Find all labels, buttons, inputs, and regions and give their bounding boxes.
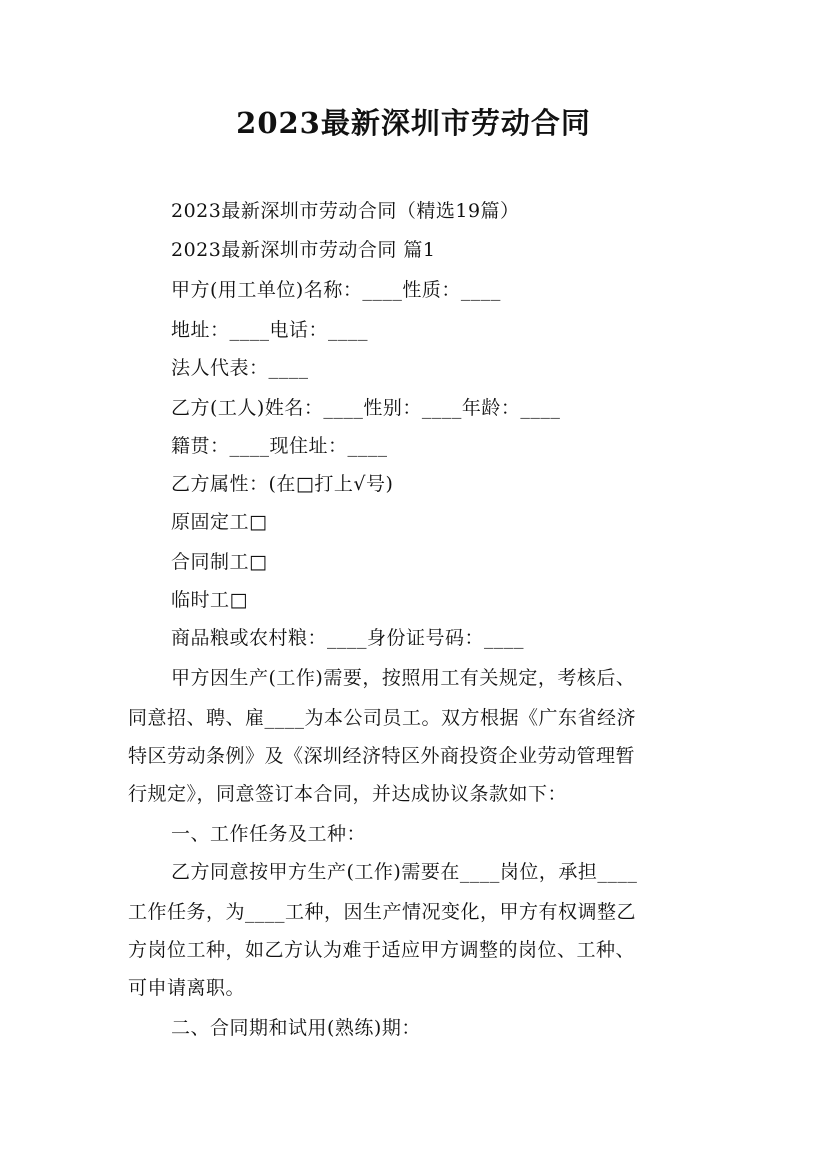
party-b-name-line: 乙方(工人)姓名：____性别：____年龄：____ <box>171 397 561 419</box>
paragraph-1-line-4: 行规定》，同意签订本合同，并达成协议条款如下： <box>128 783 568 805</box>
paragraph-1-line-2: 同意招、聘、雇____为本公司员工。双方根据《广东省经济 <box>128 707 637 729</box>
permanent-worker-line: 原固定工□ <box>171 511 268 533</box>
paragraph-1-line-3: 特区劳动条例》及《深圳经济特区外商投资企业劳动管理暂 <box>128 745 636 767</box>
legal-representative-line: 法人代表：____ <box>171 357 309 379</box>
subtitle-line: 2023最新深圳市劳动合同（精选19篇） <box>171 200 520 222</box>
contract-worker-line: 合同制工□ <box>171 551 268 573</box>
chapter-line: 2023最新深圳市劳动合同 篇1 <box>171 239 436 261</box>
temporary-worker-line: 临时工□ <box>171 589 248 611</box>
section-heading-1: 一、工作任务及工种： <box>171 823 367 845</box>
party-a-name-line: 甲方(用工单位)名称：____性质：____ <box>171 279 501 301</box>
paragraph-2-line-2: 工作任务，为____工种，因生产情况变化，甲方有权调整乙 <box>128 901 637 923</box>
paragraph-2-line-3: 方岗位工种，如乙方认为难于适应甲方调整的岗位、工种、 <box>128 939 636 961</box>
document-title: 2023最新深圳市劳动合同 <box>236 106 591 140</box>
section-heading-2: 二、合同期和试用(熟练)期： <box>171 1017 421 1039</box>
grain-and-id-line: 商品粮或农村粮：____身份证号码：____ <box>171 627 525 649</box>
paragraph-1-line-1: 甲方因生产(工作)需要，按照用工有关规定，考核后、 <box>171 667 636 689</box>
party-a-address-line: 地址：____电话：____ <box>171 319 369 341</box>
party-b-attribute-line: 乙方属性：(在□打上√号) <box>171 473 394 495</box>
paragraph-2-line-1: 乙方同意按甲方生产(工作)需要在____岗位，承担____ <box>171 861 638 883</box>
paragraph-2-line-4: 可申请离职。 <box>128 977 246 999</box>
native-place-line: 籍贯：____现住址：____ <box>171 435 388 457</box>
